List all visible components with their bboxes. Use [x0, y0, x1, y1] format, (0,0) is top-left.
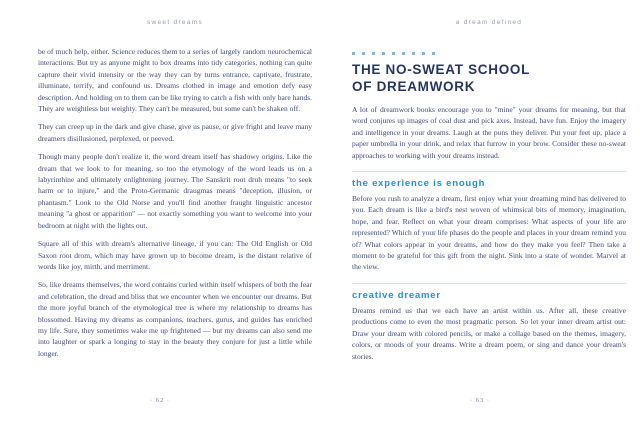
page-number-left: · 62 ·	[149, 397, 171, 404]
right-page	[320, 0, 640, 426]
dot-icon	[352, 52, 355, 55]
paragraph: Though many people don't realize it, the word dream itself has shadowy origins. Like the dream that we look to for meaning, so too the etymology of the word leads us on a labyrinthine and ultimately enlightening journey. The Sanskrit root druh means "to seek harm or to injure," and the Proto-Germanic draugmas means "deception, illusion, or phantasm." Look to the Old Norse and you'll find another fraught linguistic ancestor meaning "a ghost or apparition" — not exactly something you want to welcome into your bedroom at night with the lights out.	[38, 152, 312, 230]
dot-icon	[382, 52, 385, 55]
section-divider	[352, 171, 626, 172]
chapter-title-line2: OF DREAMWORK	[352, 78, 476, 94]
dot-icon	[412, 52, 415, 55]
section-divider	[352, 283, 626, 284]
paragraph: They can creep up in the dark and give chase, give us pause, or give fright and leave many dreamers disillusioned, perplexed, or peeved.	[38, 122, 312, 143]
paragraph: be of much help, either. Science reduces them to a series of largely random neurochemical interactions. But try as anyone might to box dreams into tidy categories, nothing can quite capture their vivid intensity or the way they can by turns entrance, captivate, frustrate, illuminate, terrify, and confound us. Dreams clothed in image and emotion defy easy description. And holding on to them can be like trying to catch a fish with only bare hands. They are weightless but weighty. They can't be measured, but some can't be shaken off.	[38, 47, 312, 114]
dot-icon	[362, 52, 365, 55]
section-heading-creative: creative dreamer	[352, 289, 441, 301]
running-header-left: sweet dreams	[146, 19, 204, 26]
running-header-right: a dream defined	[455, 19, 523, 26]
dot-icon	[422, 52, 425, 55]
dot-icon	[402, 52, 405, 55]
section-body-creative: Dreams remind us that we each have an artist within us. After all, these creative productions come to even the most pragmatic person. So let your inner dream artist out: Draw your dream with colored pencils, or make a collage based on the themes, imagery, colors, or moods of your dreams. Write a dream poem, or sing and dance your dream's stories.	[352, 305, 626, 361]
left-page-body	[38, 46, 312, 359]
chapter-title-line1: THE NO-SWEAT SCHOOL	[352, 62, 531, 77]
paragraph: So, like dreams themselves, the word contains curled within itself whispers of both the fear and celebration, the dread and bliss that we encounter when we encounter our dreams. But the more joyful branch of the etymological tree is where my relationship to dreams has blossomed. Having my dreams as companions, teachers, gurus, and guides has enriched my life. Sure, they sometimes wake me up frightened — but my dreams can also send me into laughter or spark a longing to stay in the beauty they conjure for just a little while longer.	[38, 280, 312, 358]
chapter-title	[352, 62, 626, 95]
dot-icon	[432, 52, 435, 55]
dot-icon	[372, 52, 375, 55]
section-heading-experience: the experience is enough	[352, 178, 486, 190]
section-body-experience: Before you rush to analyze a dream, first enjoy what your dreaming mind has delivered to you. Each dream is like a bird's nest woven of whimsical bits of memory, imagination, hope, and fear. Reflect on what your dream comprises: What aspects of your life are represented? Which of your life phases do the people and places in your dream remind you of? What colors appear in your dreams, and how do they make you feel? Then take a moment to be grateful for this gift from the night. Sink into a state of wonder. Marvel at the view.	[352, 194, 626, 272]
page-number-right: · 63 ·	[469, 397, 491, 404]
paragraph: Square all of this with dream's alternative lineage, if you can: The Old English or Old Saxon root drom, which may have grown up to become dream, is the distant relative of words like joy, mirth, and merriment.	[38, 239, 312, 271]
chapter-intro: A lot of dreamwork books encourage you to "mine" your dreams for meaning, but that word conjures up images of coal dust and pick axes. Instead, have fun. Enjoy the imagery and intelligence in your dreams. Laugh at the puns they deliver. Put your feet up, place a paper umbrella in your drink, and relax that furrow in your brow. Consider these no-sweat approaches to working with your dreams instead.	[352, 105, 626, 160]
section-marker-dots	[352, 52, 626, 55]
dot-icon	[392, 52, 395, 55]
